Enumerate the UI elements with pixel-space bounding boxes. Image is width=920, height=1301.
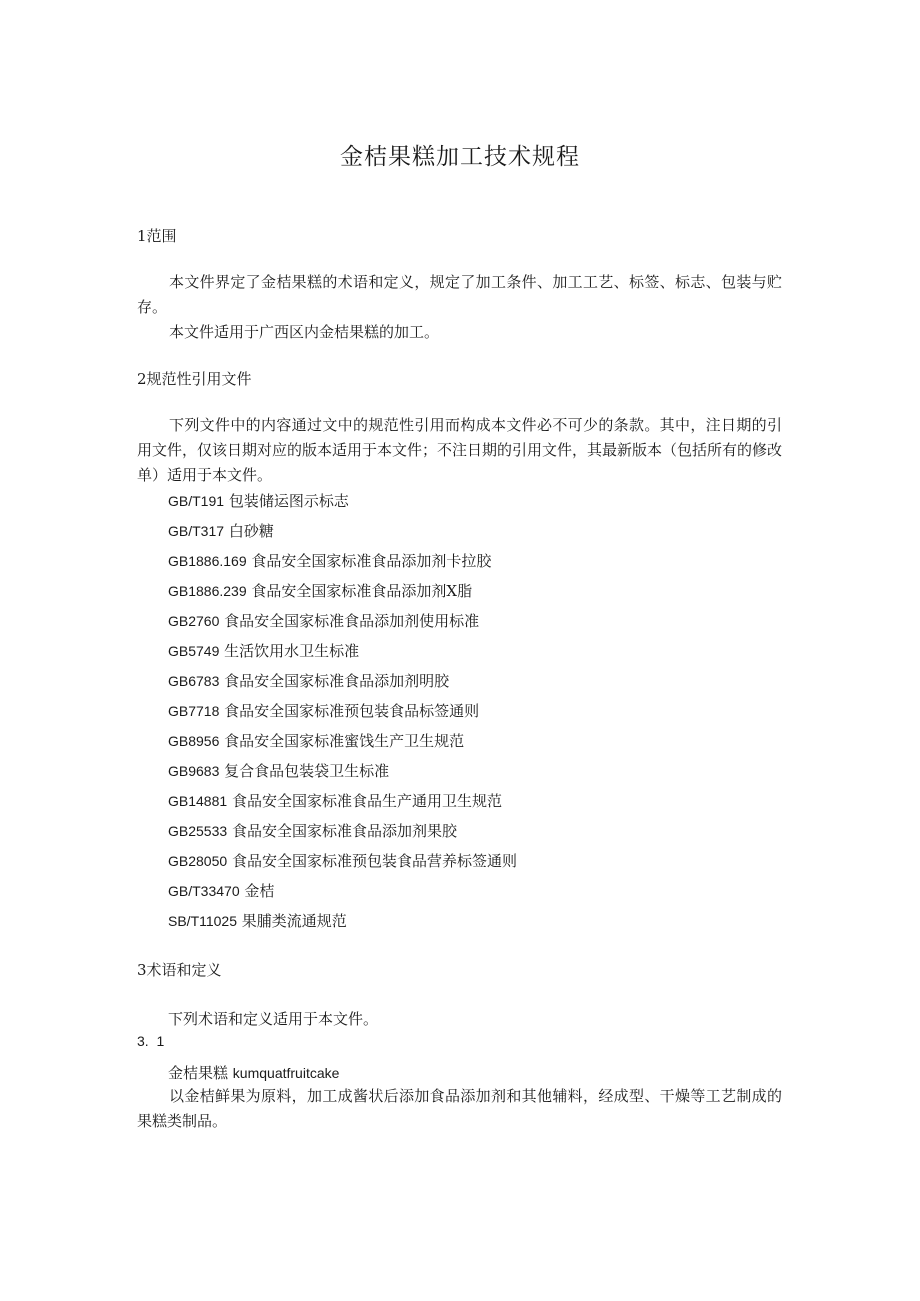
reference-name: 复合食品包装袋卫生标准	[224, 762, 390, 780]
reference-item	[168, 550, 491, 571]
reference-code: GB1886.169	[168, 553, 247, 569]
reference-item	[168, 790, 502, 811]
reference-name: 金桔	[244, 882, 275, 900]
reference-name: 白砂糖	[228, 522, 274, 540]
reference-item	[168, 580, 472, 601]
term-entry	[168, 1062, 339, 1083]
reference-item	[168, 820, 457, 841]
reference-name: 食品安全国家标准预包装食品营养标签通则	[231, 852, 517, 870]
reference-code: GB/T191	[168, 493, 225, 509]
reference-name: 食品安全国家标准食品添加剂X脂	[251, 582, 473, 600]
section-1-heading: 1范围	[137, 227, 177, 245]
reference-code: GB9683	[168, 763, 220, 779]
reference-code: GB/T317	[168, 523, 225, 539]
reference-name: 果脯类流通规范	[241, 912, 347, 930]
section-2-paragraph-1: 下列文件中的内容通过文中的规范性引用而构成本文件必不可少的条款。其中，注日期的引用文件，仅该日期对应的版本适用于本文件；不注日期的引用文件，其最新版本（包括所有的修改单）适用于本文件。	[137, 416, 783, 484]
reference-name: 食品安全国家标准预包装食品标签通则	[224, 702, 480, 720]
reference-name: 包装储运图示标志	[228, 492, 349, 510]
term-english: kumquatfruitcake	[232, 1065, 340, 1081]
reference-item	[168, 910, 347, 931]
reference-code: GB1886.239	[168, 583, 247, 599]
section-1-paragraph-1: 本文件界定了金桔果糕的术语和定义，规定了加工条件、加工工艺、标签、标志、包装与贮存。	[137, 273, 782, 316]
reference-code: GB28050	[168, 853, 228, 869]
reference-name: 食品安全国家标准蜜饯生产卫生规范	[224, 732, 465, 750]
reference-name: 食品安全国家标准食品添加剂卡拉胶	[251, 552, 492, 570]
reference-code: GB/T33470	[168, 883, 240, 899]
section-3-intro: 下列术语和定义适用于本文件。	[168, 1010, 379, 1028]
reference-name: 食品安全国家标准食品添加剂使用标准	[224, 612, 480, 630]
document-title: 金桔果糕加工技术规程	[340, 144, 580, 170]
reference-code: GB6783	[168, 673, 220, 689]
section-1-paragraph-2: 本文件适用于广西区内金桔果糕的加工。	[169, 323, 440, 341]
reference-item	[168, 760, 389, 781]
reference-code: GB5749	[168, 643, 220, 659]
reference-name: 食品安全国家标准食品生产通用卫生规范	[231, 792, 502, 810]
reference-code: GB7718	[168, 703, 220, 719]
section-2-heading: 2规范性引用文件	[137, 370, 252, 388]
reference-item	[168, 700, 479, 721]
term-number: 3. 1	[137, 1033, 165, 1049]
section-3-heading: 3术语和定义	[137, 961, 222, 979]
reference-item	[168, 730, 464, 751]
reference-code: GB14881	[168, 793, 228, 809]
reference-code: GB8956	[168, 733, 220, 749]
term-definition: 以金桔鲜果为原料，加工成酱状后添加食品添加剂和其他辅料，经成型、干燥等工艺制成的果糕类制品。	[137, 1087, 782, 1130]
reference-item	[168, 850, 517, 871]
reference-code: SB/T11025	[168, 913, 238, 929]
reference-item	[168, 670, 449, 691]
reference-name: 食品安全国家标准食品添加剂明胶	[224, 672, 450, 690]
reference-item	[168, 640, 359, 661]
reference-item	[168, 520, 274, 541]
reference-item	[168, 490, 349, 511]
term-chinese: 金桔果糕	[168, 1064, 229, 1082]
reference-code: GB25533	[168, 823, 228, 839]
reference-name: 生活饮用水卫生标准	[224, 642, 360, 660]
reference-item	[168, 610, 479, 631]
reference-code: GB2760	[168, 613, 220, 629]
reference-item	[168, 880, 274, 901]
reference-name: 食品安全国家标准食品添加剂果胶	[231, 822, 457, 840]
